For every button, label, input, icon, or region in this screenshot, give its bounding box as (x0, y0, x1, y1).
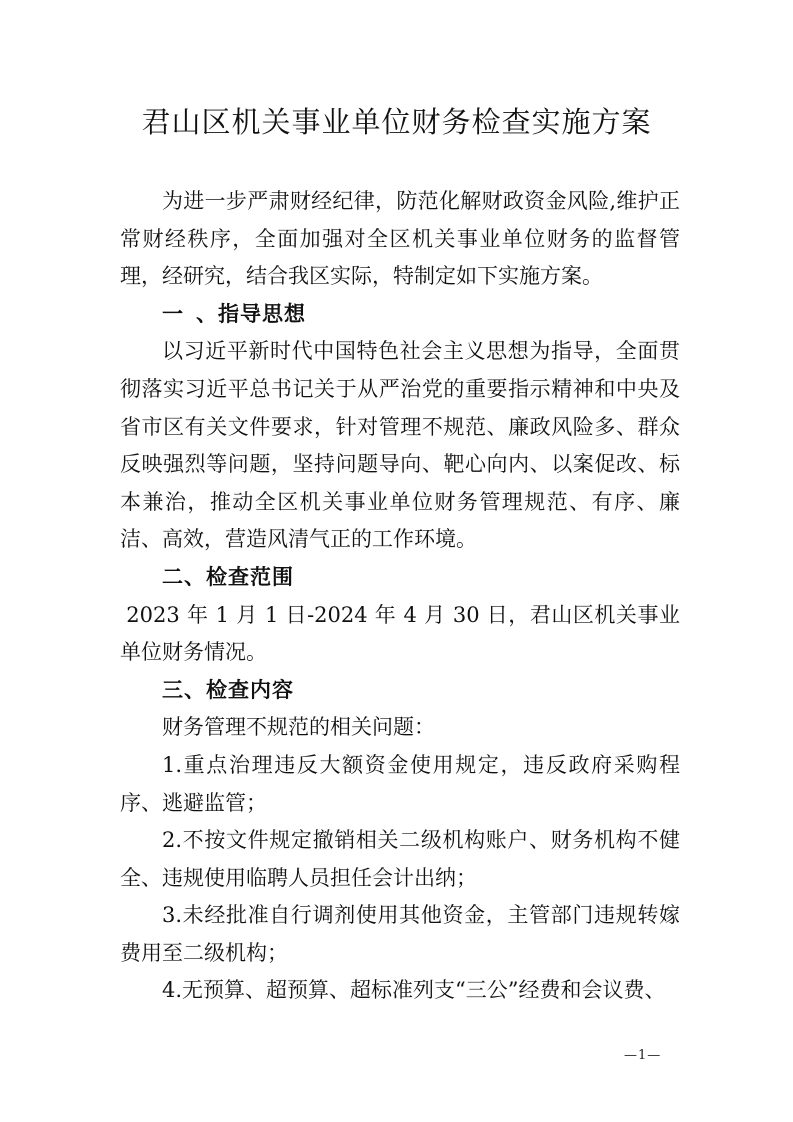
section-3-item: 3.未经批准自行调剂使用其他资金，主管部门违规转嫁费用至二级机构； (120, 903, 680, 965)
section-1-body: 以习近平新时代中国特色社会主义思想为指导，全面贯彻落实习近平总书记关于从严治党的重要指示精神和中央及省市区有关文件要求，针对管理不规范、廉政风险多、群众反映强烈等问题，坚持问题导向、靶心向内、以案促改、标本兼治，推动全区机关事业单位财务管理规范、有序、廉洁、高效，营造风清气正的工作环境。 (120, 339, 680, 552)
intro-paragraph: 为进一步严肃财经纪律，防范化解财政资金风险,维护正常财经秩序，全面加强对全区机关事业单位财务的监督管理，经研究，结合我区实际，特制定如下实施方案。 (120, 189, 680, 289)
section-2-body: 2023 年 1 月 1 日-2024 年 4 月 30 日，君山区机关事业单位财务情况。 (120, 602, 680, 665)
document-body (120, 183, 680, 1010)
section-3-lead: 财务管理不规范的相关问题： (162, 715, 435, 740)
section-3-item: 4.无预算、超预算、超标准列支“三公”经费和会议费、 (162, 978, 666, 1003)
section-1-number: 一 (162, 301, 184, 326)
section-3-item: 1.重点治理违反大额资金使用规定，违反政府采购程序、逃避监管； (120, 752, 680, 815)
section-3-heading: 三、检查内容 (162, 677, 294, 702)
page-number: —1— (624, 1048, 662, 1063)
section-1-heading (120, 296, 680, 334)
document-title: 君山区机关事业单位财务检查实施方案 (141, 105, 652, 139)
section-2-heading: 二、检查范围 (162, 564, 294, 589)
section-1-title: 、指导思想 (196, 301, 306, 326)
section-3-item: 2.不按文件规定撤销相关二级机构账户、财务机构不健全、违规使用临聘人员担任会计出纳； (120, 828, 680, 890)
